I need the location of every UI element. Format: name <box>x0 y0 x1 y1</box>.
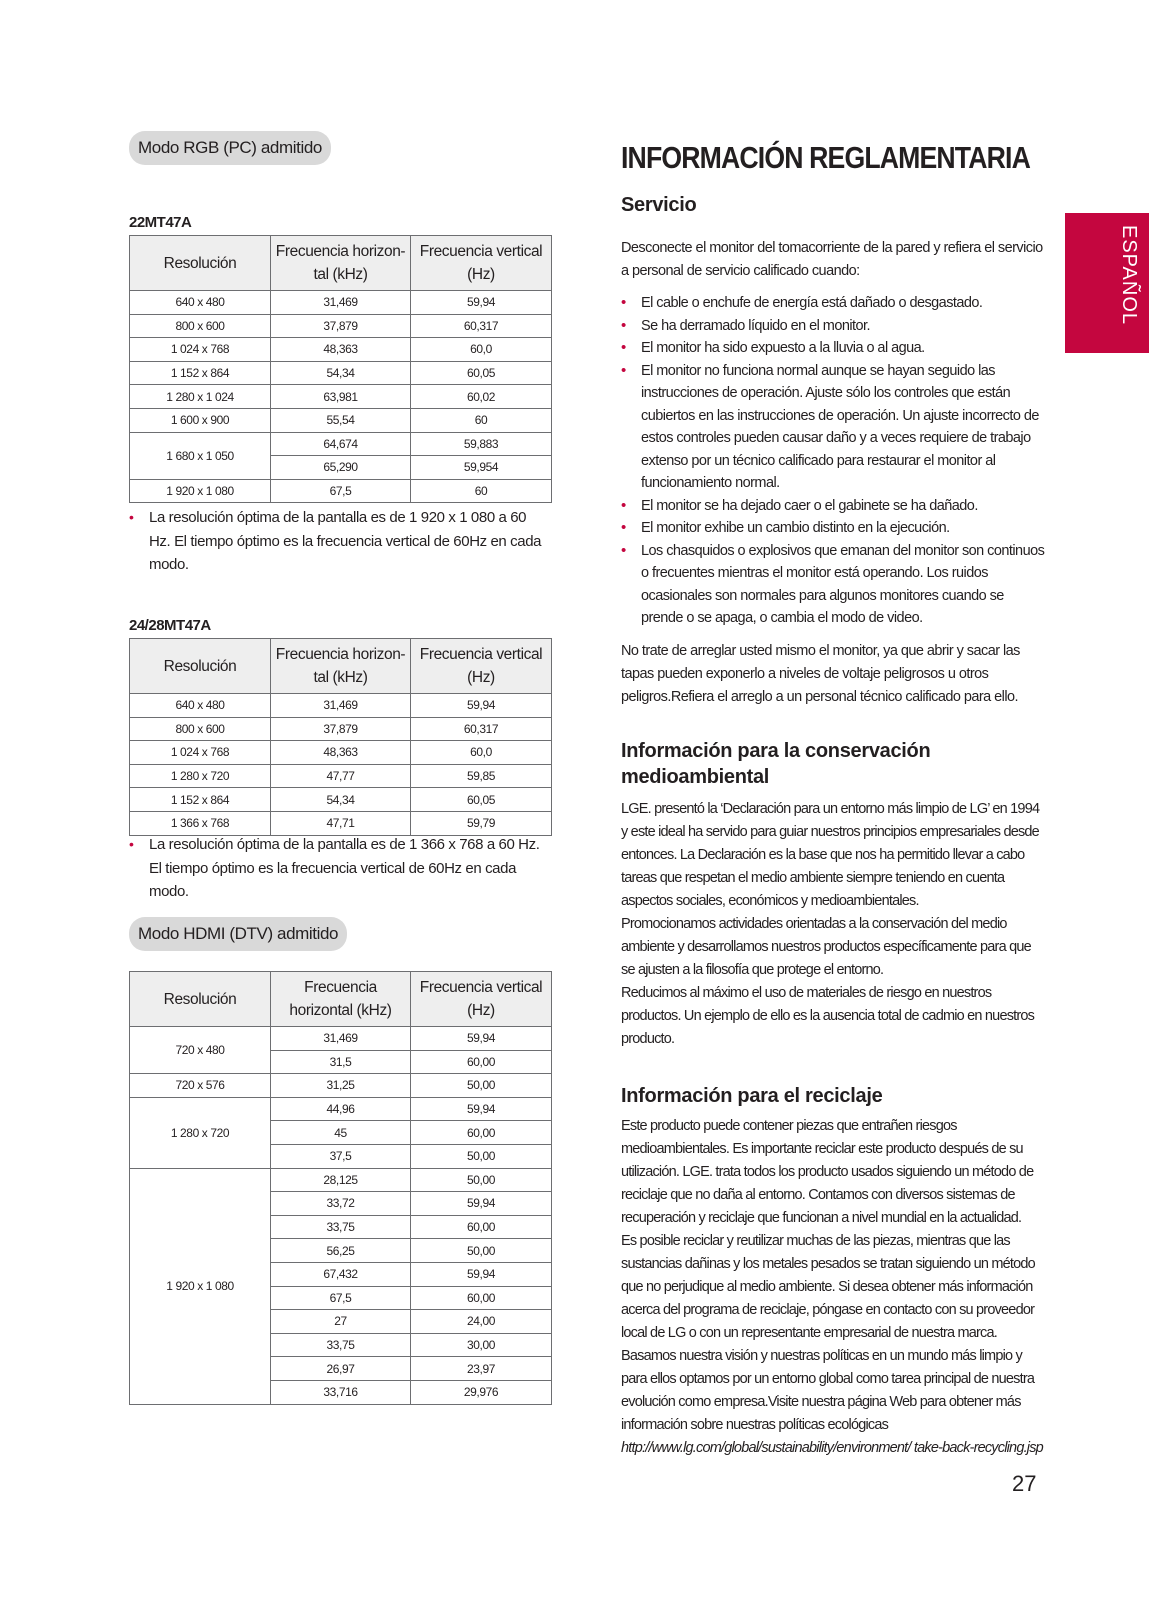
table-row <box>130 338 552 362</box>
cell-vfreq: 60,00 <box>411 1215 552 1239</box>
cell-hfreq: 37,5 <box>271 1144 411 1168</box>
cell-hfreq: 33,72 <box>271 1192 411 1216</box>
cell-vfreq: 59,94 <box>411 1097 552 1121</box>
cell-hfreq: 33,75 <box>271 1215 411 1239</box>
page-title: INFORMACIÓN REGLAMENTARIA <box>621 140 1030 175</box>
cell-hfreq: 31,25 <box>271 1074 411 1098</box>
cell-vfreq: 59,79 <box>411 811 552 835</box>
table-row <box>130 717 552 741</box>
cell-hfreq: 64,674 <box>271 432 411 456</box>
cell-vfreq: 50,00 <box>411 1144 552 1168</box>
cell-resolution: 800 x 600 <box>130 314 271 338</box>
rgb-mode-label: Modo RGB (PC) admitido <box>129 131 331 165</box>
cell-hfreq: 33,75 <box>271 1333 411 1357</box>
table-row <box>130 1027 552 1051</box>
servicio-intro: Desconecte el monitor del tomacorriente de la pared y refiera el servicio a personal de servicio calificado cuando: <box>621 240 1043 279</box>
table-row <box>130 314 552 338</box>
list-item: • El monitor se ha dejado caer o el gabinete se ha dañado. <box>621 495 1046 518</box>
cell-vfreq: 60,00 <box>411 1286 552 1310</box>
header-resolution: Resolución <box>130 639 271 694</box>
table-row <box>130 432 552 456</box>
table-row <box>130 1074 552 1098</box>
cell-hfreq: 47,71 <box>271 811 411 835</box>
cell-resolution: 1 024 x 768 <box>130 338 271 362</box>
cell-resolution: 1 152 x 864 <box>130 788 271 812</box>
bullet-icon: • <box>129 836 134 852</box>
cell-resolution: 640 x 480 <box>130 694 271 718</box>
cell-vfreq: 60,05 <box>411 788 552 812</box>
cell-resolution: 1 920 x 1 080 <box>130 1168 271 1404</box>
cell-resolution: 720 x 480 <box>130 1027 271 1074</box>
header-vfreq: Frecuencia vertical (Hz) <box>411 236 552 291</box>
reciclaje-p3: Basamos nuestra visión y nuestras políticas en un mundo más limpio y para ellos optamos por un entorno global como tarea principal de nuestra evolución como empresa.Visite nuestra página Web para obtener más información sobre nuestras políticas ecológicas <box>621 1348 1035 1433</box>
cell-hfreq: 48,363 <box>271 338 411 362</box>
language-tab-label: ESPAÑOL <box>1118 225 1140 325</box>
conservacion-text <box>621 798 1046 1051</box>
cell-vfreq: 59,85 <box>411 764 552 788</box>
cell-vfreq: 30,00 <box>411 1333 552 1357</box>
cell-resolution: 1 366 x 768 <box>130 811 271 835</box>
heading-reciclaje: Información para el reciclaje <box>621 1085 883 1107</box>
list-item: • El cable o enchufe de energía está dañado o desgastado. <box>621 292 1046 315</box>
cell-vfreq: 24,00 <box>411 1310 552 1334</box>
hdmi-mode-label: Modo HDMI (DTV) admitido <box>129 917 347 951</box>
table-row <box>130 385 552 409</box>
header-resolution: Resolución <box>130 236 271 291</box>
cell-vfreq: 60,00 <box>411 1050 552 1074</box>
servicio-bullet-list <box>621 292 1046 630</box>
cell-vfreq: 29,976 <box>411 1380 552 1404</box>
cell-resolution: 1 280 x 720 <box>130 1097 271 1168</box>
language-tab <box>1065 213 1149 353</box>
page-number: 27 <box>1012 1471 1037 1496</box>
cell-resolution: 800 x 600 <box>130 717 271 741</box>
recycling-link[interactable]: http://www.lg.com/global/sustainability/environment/ take-back-recycling.jsp <box>621 1440 1043 1456</box>
table-row <box>130 694 552 718</box>
reciclaje-text <box>621 1115 1046 1460</box>
cell-vfreq: 59,94 <box>411 1192 552 1216</box>
cell-resolution: 720 x 576 <box>130 1074 271 1098</box>
cell-hfreq: 47,77 <box>271 764 411 788</box>
cell-hfreq: 55,54 <box>271 408 411 432</box>
model-22mt47a-title: 22MT47A <box>129 214 192 231</box>
cell-vfreq: 59,954 <box>411 456 552 480</box>
header-hfreq: Frecuencia horizon-tal (kHz) <box>271 639 411 694</box>
cell-vfreq: 60,00 <box>411 1121 552 1145</box>
cell-hfreq: 65,290 <box>271 456 411 480</box>
table-row <box>130 479 552 503</box>
cell-vfreq: 60,317 <box>411 314 552 338</box>
list-item: • Los chasquidos o explosivos que emanan del monitor son continuos o frecuentes mientras el monitor está operando. Los ruidos ocasionales son normales para algunos monitores cuando se prende o se apaga, o cambia el modo de video. <box>621 540 1046 630</box>
note-text: La resolución óptima de la pantalla es de 1 366 x 768 a 60 Hz. El tiempo óptimo es la frecuencia vertical de 60Hz en cada modo. <box>149 836 540 900</box>
heading-servicio: Servicio <box>621 194 697 216</box>
cell-vfreq: 23,97 <box>411 1357 552 1381</box>
cell-hfreq: 37,879 <box>271 314 411 338</box>
cell-hfreq: 31,469 <box>271 694 411 718</box>
table-row <box>130 764 552 788</box>
cell-vfreq: 59,883 <box>411 432 552 456</box>
cell-vfreq: 60,0 <box>411 741 552 765</box>
cell-vfreq: 50,00 <box>411 1239 552 1263</box>
cell-vfreq: 59,94 <box>411 1027 552 1051</box>
cell-resolution: 1 152 x 864 <box>130 361 271 385</box>
cell-hfreq: 67,5 <box>271 479 411 503</box>
cell-hfreq: 45 <box>271 1121 411 1145</box>
cell-hfreq: 67,432 <box>271 1262 411 1286</box>
cell-hfreq: 31,469 <box>271 291 411 315</box>
cell-vfreq: 60 <box>411 408 552 432</box>
note-22mt47a <box>129 506 544 577</box>
cell-hfreq: 44,96 <box>271 1097 411 1121</box>
table-row <box>130 811 552 835</box>
bullet-icon: • <box>129 509 134 525</box>
table-row <box>130 1097 552 1121</box>
cell-hfreq: 33,716 <box>271 1380 411 1404</box>
table-22mt47a <box>129 235 552 503</box>
conservacion-p3: Reducimos al máximo el uso de materiales de riesgo en nuestros productos. Un ejemplo de ello es la ausencia total de cadmio en nuestros producto. <box>621 985 1035 1047</box>
cell-vfreq: 60,05 <box>411 361 552 385</box>
table-row <box>130 788 552 812</box>
cell-hfreq: 54,34 <box>271 361 411 385</box>
list-item: • El monitor no funciona normal aunque se hayan seguido las instrucciones de operación. Ajuste sólo los controles que están cubiertos en las instrucciones de operación. Un ajuste incorrecto de estos controles pueden causar daño y a veces requiere de trabajo extenso por un técnico calificado para restaurar el monitor al funcionamiento normal. <box>621 360 1046 495</box>
table-hdmi <box>129 971 552 1405</box>
conservacion-p2: Promocionamos actividades orientadas a la conservación del medio ambiente y desarrollamos nuestros productos específicamente para que se ajusten a la filosofía que protege el entorno. <box>621 916 1031 978</box>
cell-hfreq: 31,469 <box>271 1027 411 1051</box>
cell-hfreq: 26,97 <box>271 1357 411 1381</box>
cell-vfreq: 59,94 <box>411 1262 552 1286</box>
cell-vfreq: 50,00 <box>411 1168 552 1192</box>
cell-resolution: 1 920 x 1 080 <box>130 479 271 503</box>
list-item: • Se ha derramado líquido en el monitor. <box>621 315 1046 338</box>
cell-hfreq: 63,981 <box>271 385 411 409</box>
list-item: • El monitor exhibe un cambio distinto en la ejecución. <box>621 517 1046 540</box>
header-hfreq: Frecuencia horizontal (kHz) <box>271 972 411 1027</box>
cell-vfreq: 60 <box>411 479 552 503</box>
header-vfreq: Frecuencia vertical (Hz) <box>411 639 552 694</box>
heading-conservacion: Información para la conservación medioambiental <box>621 740 931 788</box>
table-row <box>130 408 552 432</box>
cell-hfreq: 67,5 <box>271 1286 411 1310</box>
cell-vfreq: 60,0 <box>411 338 552 362</box>
table-row <box>130 291 552 315</box>
cell-hfreq: 48,363 <box>271 741 411 765</box>
header-resolution: Resolución <box>130 972 271 1027</box>
cell-resolution: 1 600 x 900 <box>130 408 271 432</box>
header-vfreq: Frecuencia vertical (Hz) <box>411 972 552 1027</box>
servicio-outro: No trate de arreglar usted mismo el monitor, ya que abrir y sacar las tapas pueden exponerlo a niveles de voltaje peligrosos u otros peligros.Refiera el arreglo a un personal técnico calificado para ello. <box>621 643 1020 705</box>
cell-hfreq: 37,879 <box>271 717 411 741</box>
reciclaje-p1: Este producto puede contener piezas que entrañen riesgos medioambientales. Es importante reciclar este producto después de su utilización. LGE. trata todos los producto usados siguiendo un método de reciclaje que no daña al entorno. Contamos con diversos sistemas de recuperación y reciclaje que funcionan a nivel mundial en la actualidad. <box>621 1118 1034 1226</box>
cell-resolution: 1 280 x 1 024 <box>130 385 271 409</box>
list-item: • El monitor ha sido expuesto a la lluvia o al agua. <box>621 337 1046 360</box>
cell-hfreq: 56,25 <box>271 1239 411 1263</box>
model-24-28mt47a-title: 24/28MT47A <box>129 617 211 634</box>
cell-resolution: 1 680 x 1 050 <box>130 432 271 479</box>
conservacion-p1: LGE. presentó la ‘Declaración para un entorno más limpio de LG’ en 1994 y este ideal ha servido para guiar nuestros principios empresariales desde entonces. La Declaración es la base que nos ha permitido llevar a cabo tareas que respetan el medio ambiente siempre teniendo en cuenta aspectos sociales, económicos y medioambientales. <box>621 801 1040 909</box>
note-24-28mt47a <box>129 833 544 904</box>
cell-vfreq: 59,94 <box>411 291 552 315</box>
note-text: La resolución óptima de la pantalla es de 1 920 x 1 080 a 60 Hz. El tiempo óptimo es la frecuencia vertical de 60Hz en cada modo. <box>149 509 542 573</box>
cell-resolution: 1 280 x 720 <box>130 764 271 788</box>
cell-hfreq: 27 <box>271 1310 411 1334</box>
reciclaje-p2: Es posible reciclar y reutilizar muchas de las piezas, mientras que las sustancias dañinas y los metales pesados se tratan siguiendo un método que no perjudique al medio ambiente. Si desea obtener más información acerca del programa de reciclaje, póngase en contacto con su proveedor local de LG o con un representante empresarial de nuestra marca. <box>621 1233 1035 1341</box>
cell-hfreq: 28,125 <box>271 1168 411 1192</box>
cell-vfreq: 59,94 <box>411 694 552 718</box>
table-row <box>130 1168 552 1192</box>
cell-resolution: 640 x 480 <box>130 291 271 315</box>
cell-vfreq: 50,00 <box>411 1074 552 1098</box>
table-row <box>130 361 552 385</box>
table-24-28mt47a <box>129 638 552 836</box>
table-row <box>130 741 552 765</box>
header-hfreq: Frecuencia horizon-tal (kHz) <box>271 236 411 291</box>
cell-resolution: 1 024 x 768 <box>130 741 271 765</box>
cell-hfreq: 31,5 <box>271 1050 411 1074</box>
cell-vfreq: 60,02 <box>411 385 552 409</box>
cell-vfreq: 60,317 <box>411 717 552 741</box>
cell-hfreq: 54,34 <box>271 788 411 812</box>
